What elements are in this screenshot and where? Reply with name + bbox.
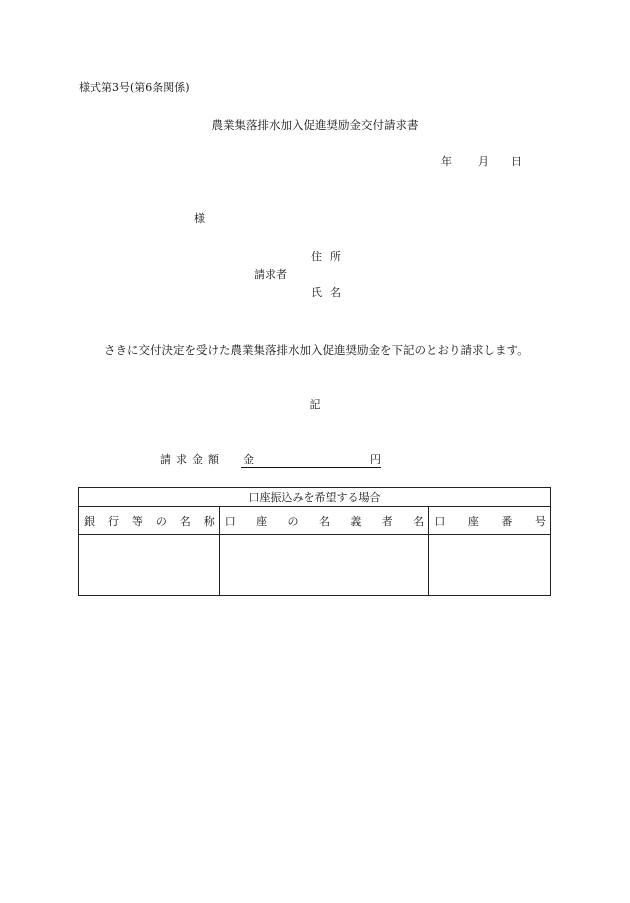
- column-header-char: 称: [203, 514, 215, 528]
- claimant-label: 請求者: [254, 268, 287, 281]
- account-number-cell[interactable]: [429, 535, 551, 596]
- date-day-label: 日: [511, 155, 522, 168]
- bank-name-header: [79, 507, 220, 535]
- account-number-header: [429, 507, 551, 535]
- document-title: 農業集落排水加入促進奨励金交付請求書: [211, 118, 419, 132]
- account-holder-cell[interactable]: [219, 535, 429, 596]
- column-header-char: の: [155, 514, 167, 528]
- address-label: 住所: [311, 250, 349, 263]
- column-header-char: 行: [107, 514, 119, 528]
- amount-field[interactable]: [241, 453, 381, 468]
- account-number-header-text: [429, 513, 550, 529]
- bank-account-table: [78, 487, 551, 596]
- column-header-char: 銀: [84, 514, 95, 528]
- column-header-char: 口: [224, 514, 236, 528]
- column-header-char: 口: [434, 514, 446, 528]
- date-year-label: 年: [441, 155, 452, 168]
- column-header-char: 番: [501, 514, 513, 528]
- form-number: 様式第3号(第6条関係): [79, 81, 190, 94]
- bank-name-cell[interactable]: [79, 535, 220, 596]
- addressee-suffix: 様: [194, 212, 205, 225]
- column-header-char: 名: [179, 514, 191, 528]
- column-header-char: の: [287, 514, 299, 528]
- column-header-char: 名: [413, 514, 425, 528]
- column-header-char: 座: [467, 514, 479, 528]
- date-month-label: 月: [478, 155, 489, 168]
- bank-name-header-text: [79, 513, 219, 529]
- column-header-char: 名: [318, 514, 330, 528]
- body-text: さきに交付決定を受けた農業集落排水加入促進奨励金を下記のとおり請求します。: [104, 343, 529, 357]
- amount-label: 請求金額: [160, 453, 224, 466]
- bank-table-title: 口座振込みを希望する場合: [79, 488, 551, 507]
- account-holder-header-text: [220, 513, 429, 529]
- ki-heading: 記: [309, 398, 321, 411]
- amount-unit: 円: [370, 453, 381, 466]
- name-label: 氏名: [311, 286, 349, 299]
- column-header-char: 者: [381, 514, 393, 528]
- column-header-char: 義: [350, 514, 362, 528]
- column-header-char: 号: [534, 514, 546, 528]
- amount-prefix: 金: [243, 453, 254, 466]
- account-holder-header: [219, 507, 429, 535]
- column-header-char: 等: [131, 514, 143, 528]
- column-header-char: 座: [256, 514, 268, 528]
